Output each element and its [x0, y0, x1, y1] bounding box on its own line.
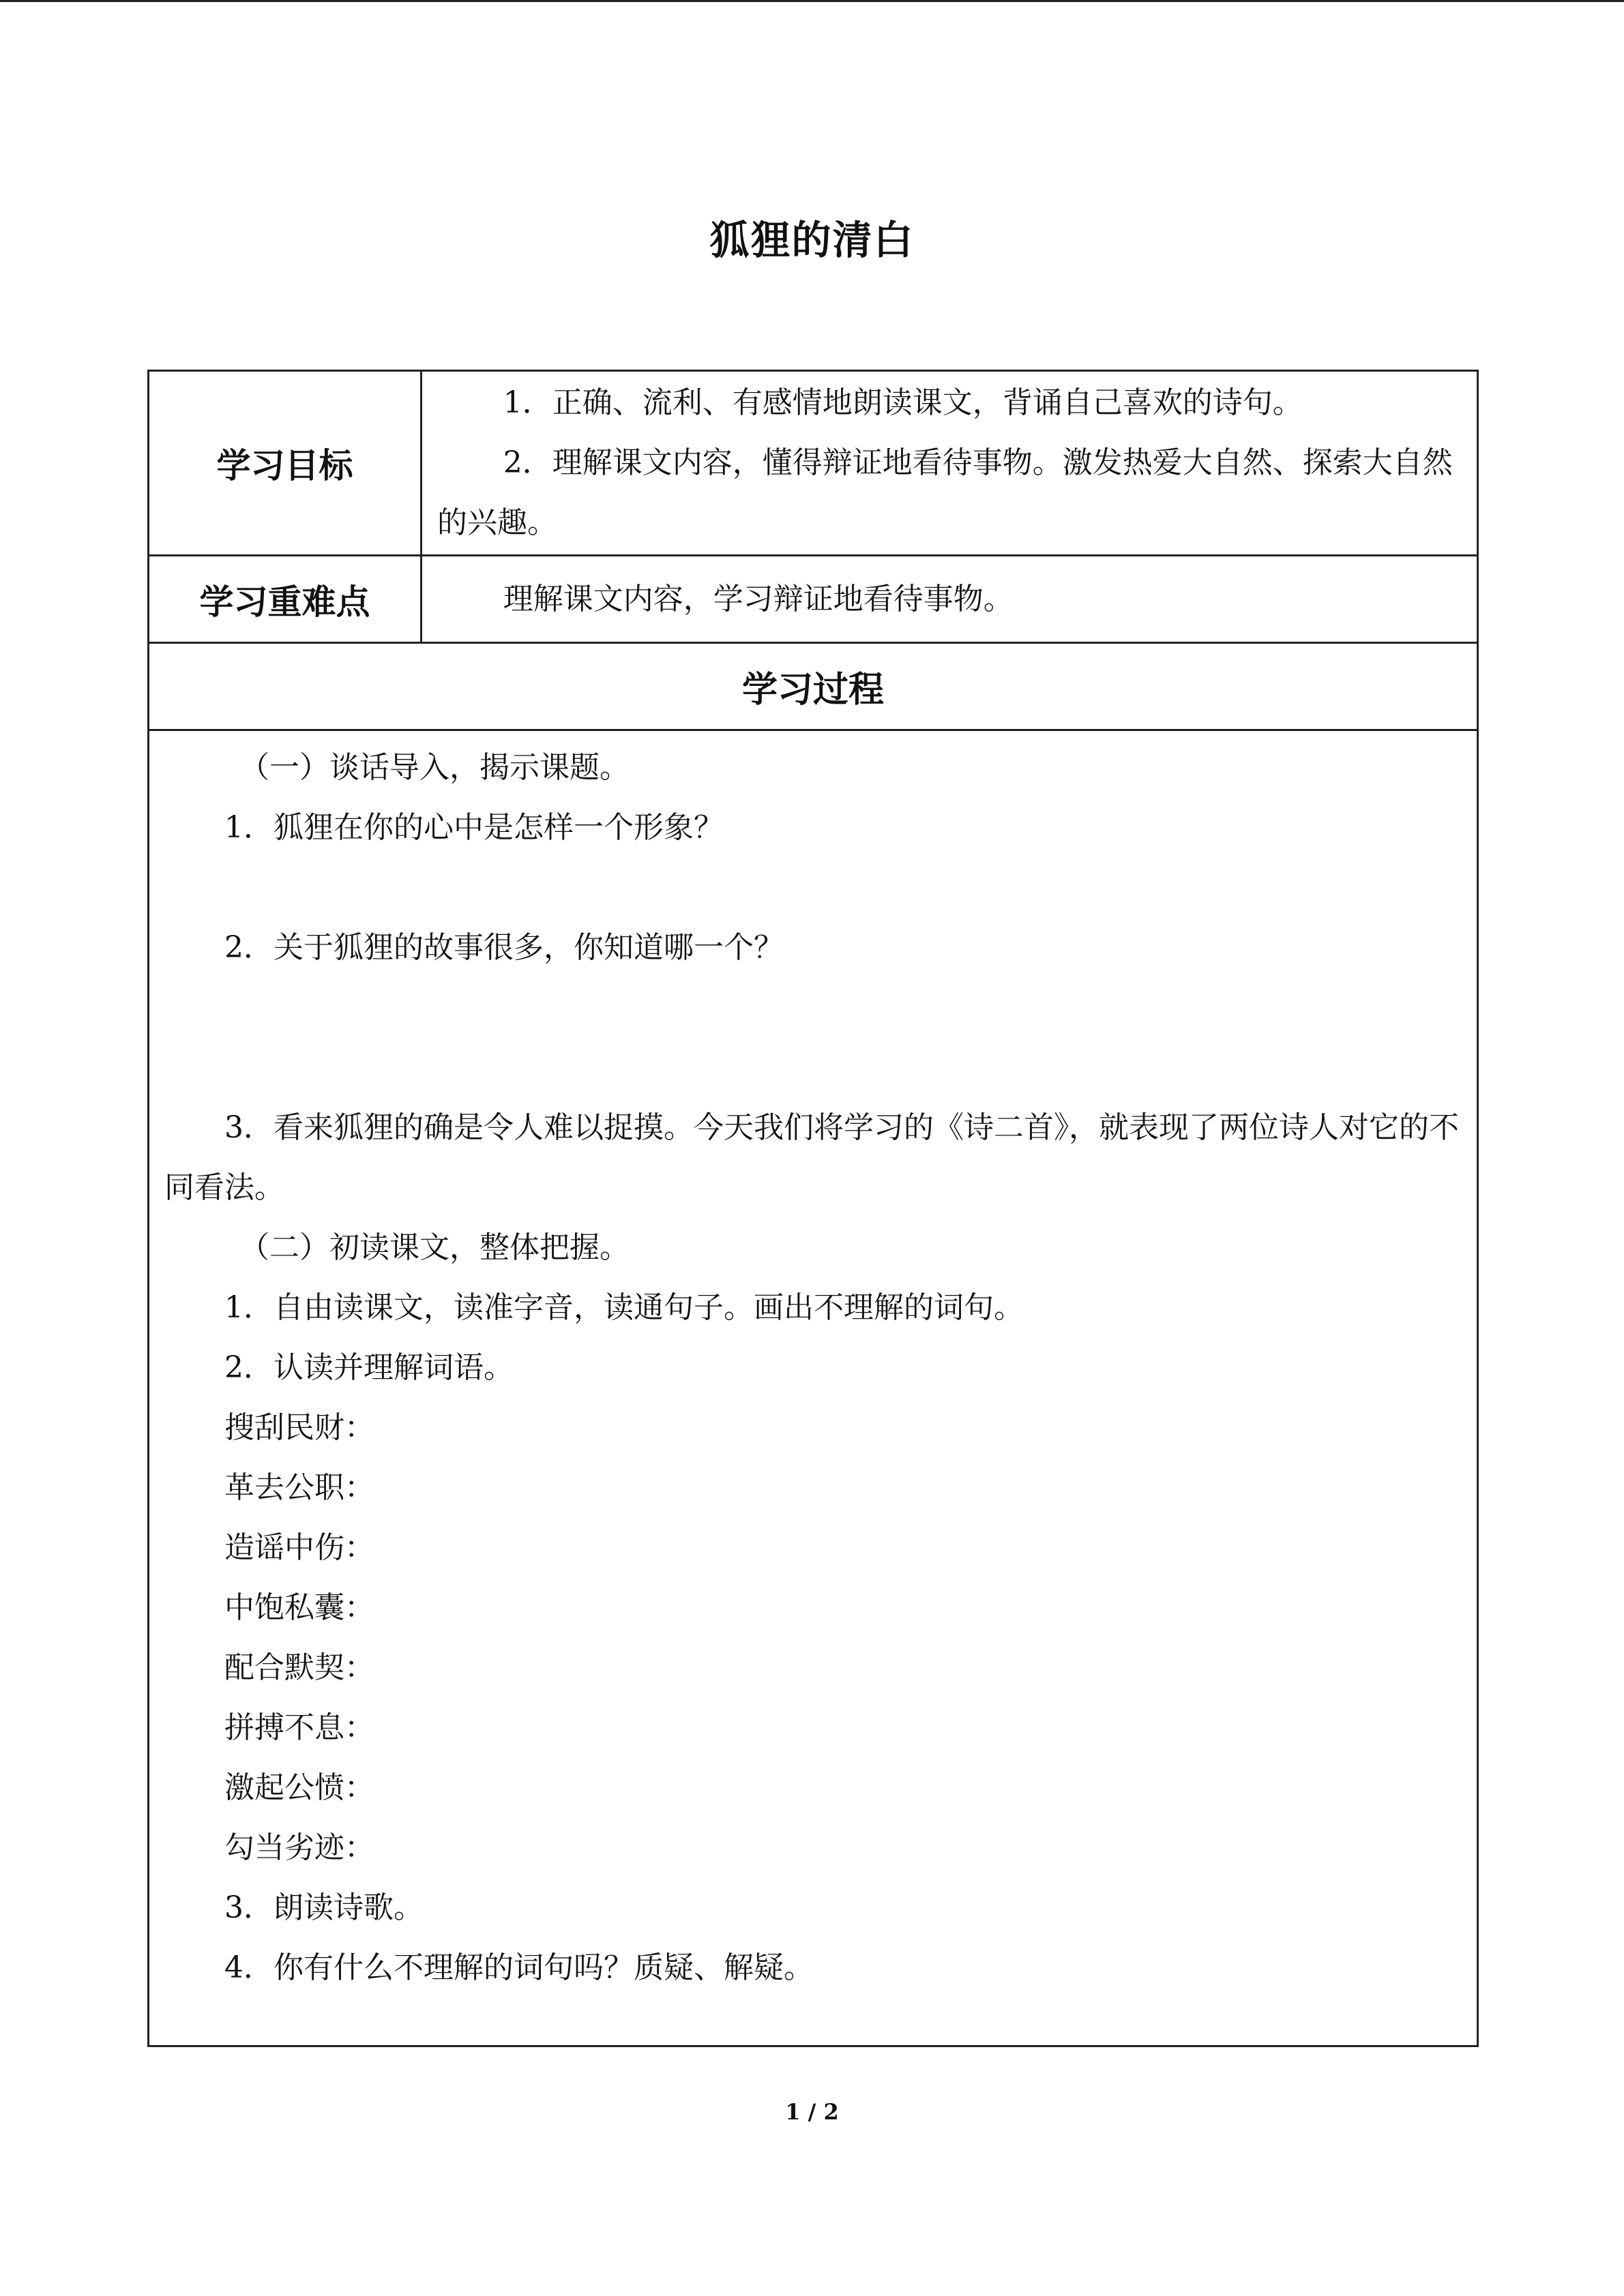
top-border-line [0, 0, 1624, 2]
key-points-row [149, 556, 1478, 643]
process-heading: 学习过程 [149, 643, 1478, 730]
vocab-item: 配合默契： [224, 1650, 374, 1685]
process-heading-row [149, 643, 1478, 730]
part1-question-3: 3．看来狐狸的确是令人难以捉摸。今天我们将学习的《诗二首》，就表现了两位诗人对它的不同看法。 [164, 1110, 1459, 1205]
part1-title: （一）谈话导入，揭示课题。 [239, 750, 630, 785]
vocab-item: 激起公愤： [224, 1770, 374, 1805]
key-points-text: 理解课文内容，学习辩证地看待事物。 [503, 581, 1014, 616]
goals-label: 学习目标 [149, 371, 422, 556]
vocab-item: 拼搏不息： [224, 1710, 374, 1745]
process-content [149, 730, 1478, 2046]
process-content-row [149, 730, 1478, 2046]
part2-step-1: 1．自由读课文，读准字音，读通句子。画出不理解的词句。 [224, 1290, 1024, 1325]
vocab-item: 造谣中伤： [224, 1530, 374, 1565]
vocab-item: 搜刮民财： [224, 1410, 374, 1445]
goal-item: 1．正确、流利、有感情地朗读课文，背诵自己喜欢的诗句。 [503, 385, 1303, 420]
goals-content [422, 371, 1478, 556]
goals-row [149, 371, 1478, 556]
key-points-content [422, 556, 1478, 643]
part1-question-2: 2．关于狐狸的故事很多，你知道哪一个？ [224, 930, 784, 965]
part2-title: （二）初读课文，整体把握。 [239, 1230, 630, 1265]
lesson-table [147, 370, 1479, 2047]
part2-step-2: 2．认读并理解词语。 [224, 1350, 514, 1385]
answer-space [164, 978, 1459, 1098]
page-number: 1 / 2 [785, 2099, 839, 2125]
document-title: 狐狸的清白 [709, 217, 915, 263]
vocab-item: 中饱私囊： [224, 1590, 374, 1625]
part2-step-4: 4．你有什么不理解的词句吗？质疑、解疑。 [224, 1950, 814, 1985]
part2-step-3: 3．朗读诗歌。 [224, 1890, 424, 1925]
vocab-item: 勾当劣迹： [224, 1830, 374, 1865]
goal-item: 2．理解课文内容，懂得辩证地看待事物。激发热爱大自然、探索大自然的兴趣。 [437, 445, 1453, 540]
part1-question-1: 1．狐狸在你的心中是怎样一个形象？ [224, 810, 724, 845]
answer-space [164, 858, 1459, 918]
vocab-item: 革去公职： [224, 1470, 374, 1505]
key-points-label: 学习重难点 [149, 556, 422, 643]
